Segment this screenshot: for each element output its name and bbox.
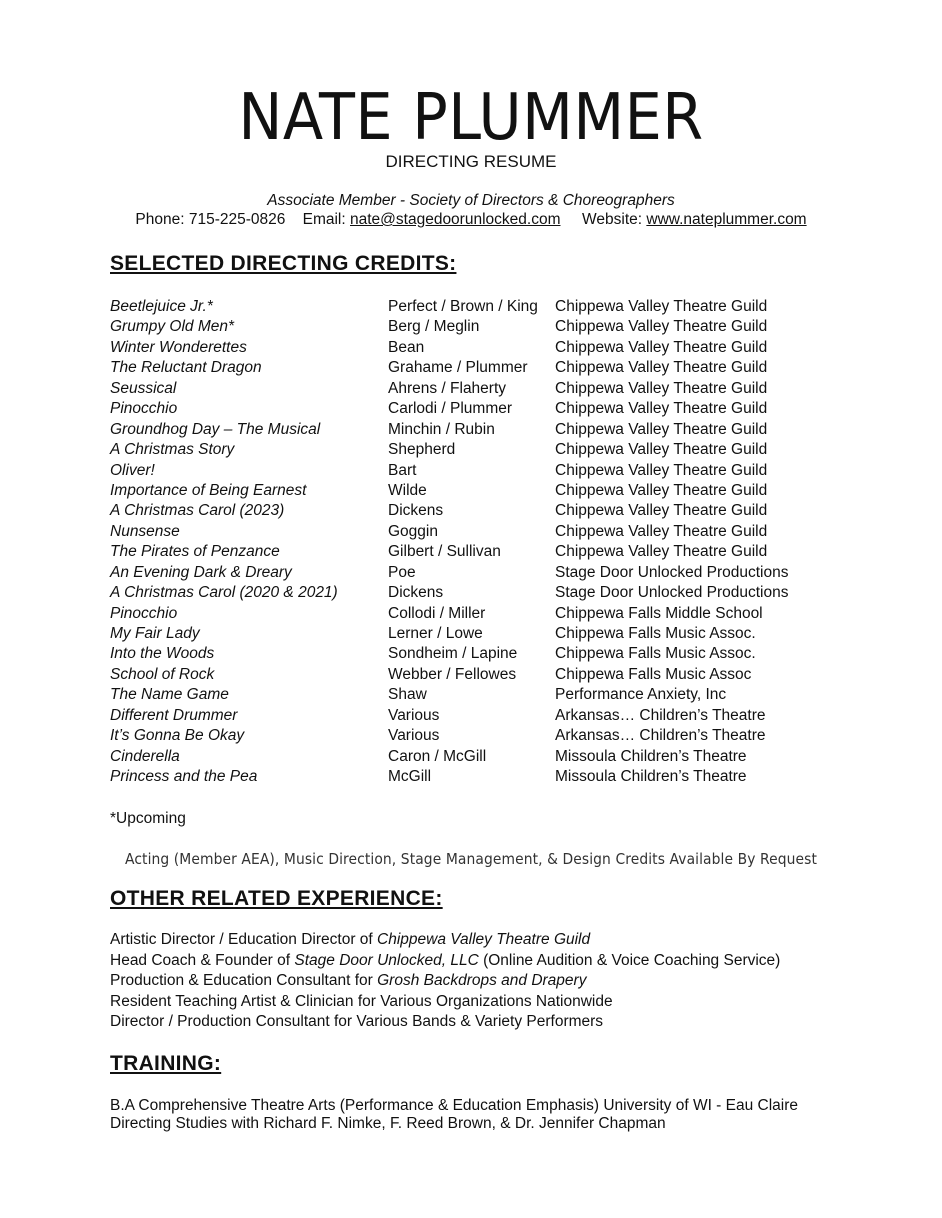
resume-name: NATE PLUMMER (238, 81, 704, 155)
website-label: Website: (582, 211, 643, 228)
credit-venue: Performance Anxiety, Inc (555, 686, 727, 704)
phone-number: 715-225-0826 (188, 211, 286, 228)
credit-venue: Chippewa Falls Music Assoc (555, 665, 752, 683)
credit-author: Shaw (388, 686, 427, 704)
credit-author: Bart (388, 461, 417, 479)
credit-author: Collodi / Miller (388, 604, 486, 622)
experience-item (110, 971, 780, 992)
credit-venue: Chippewa Valley Theatre Guild (555, 298, 768, 315)
credit-author: Gilbert / Sullivan (388, 543, 501, 561)
credit-row (110, 604, 815, 624)
credit-author: Minchin / Rubin (388, 420, 495, 438)
credit-title: It’s Gonna Be Okay (110, 727, 245, 745)
credit-venue: Chippewa Valley Theatre Guild (555, 481, 768, 499)
credit-title: My Fair Lady (110, 625, 200, 642)
credit-row (110, 747, 815, 767)
credit-title: An Evening Dark & Dreary (110, 563, 292, 581)
credit-venue: Chippewa Valley Theatre Guild (555, 502, 768, 520)
credit-row (110, 297, 815, 317)
credit-row (110, 338, 815, 358)
credit-venue: Missoula Children’s Theatre (555, 747, 747, 765)
credit-row (110, 317, 815, 337)
phone-label: Phone: (135, 211, 185, 228)
credit-title: The Reluctant Dragon (110, 359, 262, 377)
experience-heading: OTHER RELATED EXPERIENCE: (110, 887, 443, 910)
credit-author: McGill (388, 768, 432, 786)
credit-title: Beetlejuice Jr.* (110, 298, 213, 315)
credit-author: Berg / Meglin (388, 318, 480, 336)
training-heading: TRAINING: (110, 1052, 222, 1075)
credit-author: Ahrens / Flaherty (388, 379, 507, 397)
credit-venue: Chippewa Valley Theatre Guild (555, 400, 768, 418)
credit-title: Princess and the Pea (110, 768, 258, 786)
credit-row (110, 420, 815, 440)
credit-venue: Arkansas… Children’s Theatre (555, 706, 766, 724)
training-list (110, 1097, 798, 1132)
credit-row (110, 358, 815, 378)
credit-row (110, 542, 815, 562)
experience-item (110, 951, 780, 972)
credit-title: Groundhog Day – The Musical (110, 420, 321, 438)
contact-line (0, 211, 942, 229)
credit-row (110, 726, 815, 746)
experience-suffix: (Online Audition & Voice Coaching Service) (478, 951, 781, 969)
credit-title: Importance of Being Earnest (110, 481, 307, 499)
credit-author: Dickens (388, 584, 444, 602)
credit-title: The Name Game (110, 686, 229, 704)
credit-venue: Chippewa Falls Music Assoc. (555, 645, 756, 663)
credit-title: Seussical (110, 379, 177, 397)
resume-subtitle: DIRECTING RESUME (385, 152, 557, 171)
experience-emph: Chippewa Valley Theatre Guild (377, 931, 591, 948)
credit-venue: Chippewa Valley Theatre Guild (555, 379, 768, 397)
credits-table (110, 297, 815, 788)
credit-title: The Pirates of Penzance (110, 543, 280, 561)
credit-row (110, 665, 815, 685)
credit-title: Grumpy Old Men* (110, 318, 235, 336)
credit-row (110, 379, 815, 399)
credit-author: Webber / Fellowes (388, 665, 517, 683)
credit-author: Perfect / Brown / King (388, 298, 538, 315)
credit-row (110, 644, 815, 664)
credit-row (110, 706, 815, 726)
credit-venue: Chippewa Valley Theatre Guild (555, 522, 768, 540)
credit-venue: Chippewa Valley Theatre Guild (555, 461, 768, 479)
credit-venue: Missoula Children’s Theatre (555, 768, 747, 786)
credit-row (110, 501, 815, 521)
credit-title: Pinocchio (110, 400, 178, 418)
training-item: Directing Studies with Richard F. Nimke, F. Reed Brown, & Dr. Jennifer Chapman (110, 1114, 666, 1132)
credit-venue: Stage Door Unlocked Productions (555, 563, 789, 581)
credit-author: Dickens (388, 502, 444, 520)
training-item: B.A Comprehensive Theatre Arts (Performance & Education Emphasis) University of WI - Eau Claire (110, 1097, 799, 1114)
experience-prefix: Production & Education Consultant for (110, 972, 378, 989)
credit-author: Caron / McGill (388, 747, 487, 765)
experience-prefix: Artistic Director / Education Director of (110, 931, 378, 948)
credit-title: School of Rock (110, 665, 215, 683)
credit-venue: Chippewa Falls Music Assoc. (555, 625, 756, 642)
credit-row (110, 440, 815, 460)
credit-row (110, 481, 815, 501)
credit-author: Various (388, 727, 440, 745)
experience-emph: Stage Door Unlocked, LLC (294, 951, 479, 969)
credit-title: Oliver! (110, 461, 155, 479)
credit-title: A Christmas Story (110, 441, 235, 459)
credit-venue: Chippewa Valley Theatre Guild (555, 318, 768, 336)
credit-row (110, 767, 815, 787)
credit-author: Bean (388, 338, 425, 356)
credit-venue: Stage Door Unlocked Productions (555, 584, 789, 602)
credits-heading: SELECTED DIRECTING CREDITS: (110, 252, 457, 275)
experience-item (110, 1012, 780, 1033)
credit-row (110, 583, 815, 603)
credit-row (110, 522, 815, 542)
experience-list (110, 930, 780, 1033)
experience-prefix: Director / Production Consultant for Various Bands & Variety Performers (110, 1013, 604, 1030)
credit-author: Various (388, 706, 440, 724)
credit-title: Winter Wonderettes (110, 338, 247, 356)
association-line: Associate Member - Society of Directors & Choreographers (267, 192, 675, 209)
credit-venue: Chippewa Valley Theatre Guild (555, 543, 768, 561)
credit-venue: Arkansas… Children’s Theatre (555, 727, 766, 745)
website-link[interactable]: www.nateplummer.com (646, 211, 807, 228)
credit-row (110, 399, 815, 419)
experience-prefix: Head Coach & Founder of (110, 951, 295, 969)
experience-item (110, 992, 780, 1013)
credit-venue: Chippewa Valley Theatre Guild (555, 441, 768, 459)
credit-author: Carlodi / Plummer (388, 400, 513, 418)
credit-title: A Christmas Carol (2020 & 2021) (110, 584, 338, 602)
credit-title: Pinocchio (110, 604, 178, 622)
credit-author: Grahame / Plummer (388, 359, 528, 377)
upcoming-note: *Upcoming (110, 810, 186, 827)
credit-venue: Chippewa Falls Middle School (555, 604, 763, 622)
credit-row (110, 685, 815, 705)
credit-author: Shepherd (388, 441, 456, 459)
availability-line: Acting (Member AEA), Music Direction, Stage Management, & Design Credits Available By Request (125, 850, 817, 868)
credit-author: Poe (388, 563, 416, 581)
credit-title: Nunsense (110, 522, 180, 540)
credit-author: Goggin (388, 522, 438, 540)
credit-row (110, 461, 815, 481)
email-label: Email: (302, 211, 346, 228)
credit-venue: Chippewa Valley Theatre Guild (555, 420, 768, 438)
credit-author: Wilde (388, 481, 427, 499)
credit-title: Into the Woods (110, 645, 215, 663)
credit-author: Sondheim / Lapine (388, 645, 518, 663)
credit-title: Cinderella (110, 747, 180, 765)
experience-item (110, 930, 780, 951)
email-link[interactable]: nate@stagedoorunlocked.com (350, 211, 561, 228)
credit-title: Different Drummer (110, 706, 238, 724)
credit-row (110, 563, 815, 583)
experience-emph: Grosh Backdrops and Drapery (377, 972, 587, 989)
credit-venue: Chippewa Valley Theatre Guild (555, 359, 768, 377)
credit-venue: Chippewa Valley Theatre Guild (555, 338, 768, 356)
credit-row (110, 624, 815, 644)
experience-prefix: Resident Teaching Artist & Clinician for Various Organizations Nationwide (110, 992, 613, 1010)
credit-author: Lerner / Lowe (388, 625, 483, 642)
credit-title: A Christmas Carol (2023) (110, 502, 285, 520)
